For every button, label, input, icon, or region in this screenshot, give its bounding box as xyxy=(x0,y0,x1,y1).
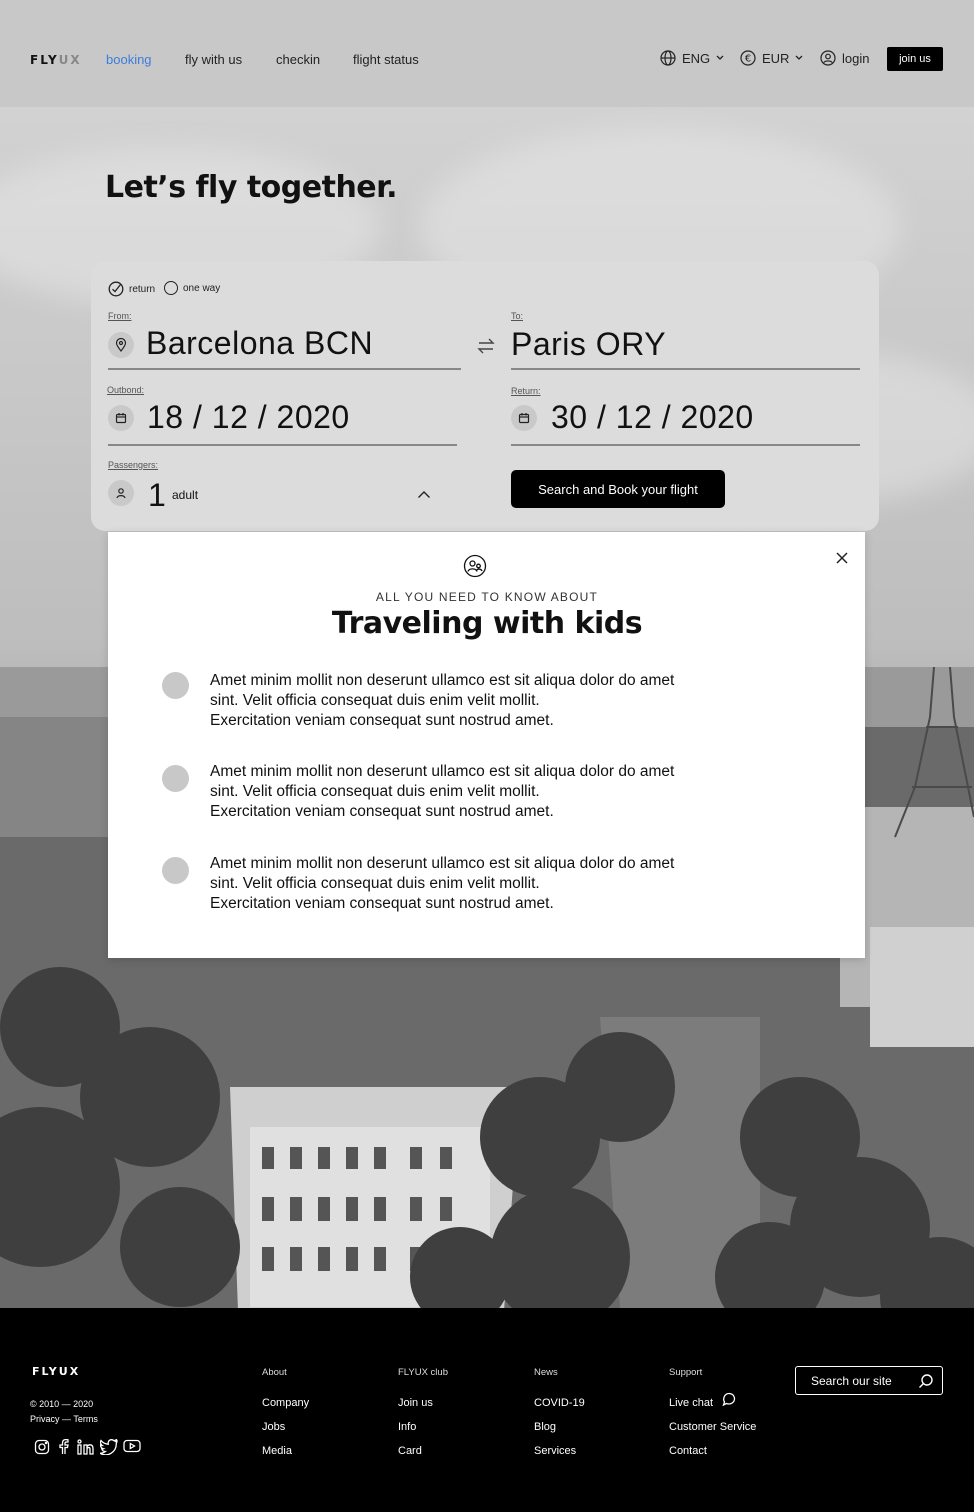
site-footer xyxy=(0,1308,974,1512)
radio-empty-icon xyxy=(164,281,178,295)
trip-type-one-way-label: one way xyxy=(183,282,221,294)
legal-links[interactable]: Privacy — Terms xyxy=(30,1414,98,1424)
footer-link-covid[interactable]: COVID-19 xyxy=(534,1397,585,1409)
globe-icon xyxy=(660,50,676,66)
check-circle-icon xyxy=(108,281,124,297)
footer-search-placeholder: Search our site xyxy=(811,1373,892,1388)
bullet-icon xyxy=(162,857,189,884)
page-headline: Let’s fly together. xyxy=(105,170,398,205)
footer-heading-news: News xyxy=(534,1367,558,1378)
close-icon[interactable] xyxy=(835,551,849,570)
outbound-date-input[interactable]: 18 / 12 / 2020 xyxy=(147,399,350,435)
footer-link-contact[interactable]: Contact xyxy=(669,1445,707,1457)
booking-card xyxy=(91,261,879,531)
footer-link-join-us[interactable]: Join us xyxy=(398,1397,433,1409)
join-us-button[interactable]: join us xyxy=(887,47,943,71)
footer-link-live-chat[interactable]: Live chat xyxy=(669,1397,714,1409)
user-circle-icon xyxy=(820,50,836,66)
site-header xyxy=(0,0,974,107)
language-value: ENG xyxy=(682,50,711,66)
instagram-icon[interactable] xyxy=(34,1439,50,1460)
family-icon xyxy=(463,554,487,583)
from-input[interactable]: Barcelona BCN xyxy=(146,325,374,361)
return-date-input[interactable]: 30 / 12 / 2020 xyxy=(551,399,754,435)
nav-flight-status[interactable]: flight status xyxy=(353,52,419,67)
footer-link-blog[interactable]: Blog xyxy=(534,1421,557,1433)
nav-checkin[interactable]: checkin xyxy=(276,52,321,67)
calendar-icon xyxy=(108,405,134,431)
passengers-label: Passengers: xyxy=(108,460,159,470)
to-underline xyxy=(511,368,860,370)
chat-bubble-icon[interactable] xyxy=(721,1392,736,1412)
search-flight-button[interactable]: Search and Book your flight xyxy=(511,470,725,508)
copyright: © 2010 — 2020 xyxy=(30,1399,94,1409)
footer-logo[interactable]: FLYUX xyxy=(32,1365,81,1378)
location-pin-icon xyxy=(108,332,134,358)
passenger-count[interactable]: 1 xyxy=(148,477,166,513)
footer-link-company[interactable]: Company xyxy=(262,1397,310,1409)
chevron-down-icon xyxy=(716,55,724,61)
trip-type-return[interactable] xyxy=(108,281,155,297)
currency-selector[interactable] xyxy=(740,50,803,66)
modal-eyebrow: ALL YOU NEED TO KNOW ABOUT xyxy=(375,590,599,604)
passenger-unit: adult xyxy=(172,488,199,502)
return-underline xyxy=(511,444,860,446)
modal-title: Traveling with kids xyxy=(331,606,643,641)
linkedin-icon[interactable] xyxy=(77,1439,94,1460)
footer-link-media[interactable]: Media xyxy=(262,1445,292,1457)
bullet-icon xyxy=(162,672,189,699)
login-label: login xyxy=(842,50,870,66)
bullet-icon xyxy=(162,765,189,792)
footer-heading-about: About xyxy=(262,1367,287,1378)
outbound-underline xyxy=(108,444,457,446)
logo[interactable]: FLYUX xyxy=(30,53,82,67)
search-icon[interactable] xyxy=(918,1373,934,1389)
calendar-icon xyxy=(511,405,537,431)
trip-type-return-label: return xyxy=(129,283,156,295)
to-input[interactable]: Paris ORY xyxy=(511,326,667,362)
footer-link-customer-service[interactable]: Customer Service xyxy=(669,1421,757,1433)
list-item: Amet minim mollit non deserunt ullamco est sit aliqua dolor do amet sint. Velit officia consequat duis enim velit mollit. Exercitation veniam consequat sunt nostrud amet. xyxy=(210,855,675,912)
footer-link-services[interactable]: Services xyxy=(534,1445,577,1457)
list-item: Amet minim mollit non deserunt ullamco est sit aliqua dolor do amet sint. Velit officia consequat duis enim velit mollit. Exercitation veniam consequat sunt nostrud amet. xyxy=(210,672,675,729)
from-underline xyxy=(108,368,461,370)
footer-search-input[interactable] xyxy=(795,1366,943,1395)
swap-icon[interactable] xyxy=(476,335,496,362)
footer-link-jobs[interactable]: Jobs xyxy=(262,1421,286,1433)
facebook-icon[interactable] xyxy=(56,1439,70,1460)
language-selector[interactable] xyxy=(660,50,724,66)
return-label: Return: xyxy=(511,386,541,396)
footer-heading-club: FLYUX club xyxy=(398,1367,448,1378)
from-label: From: xyxy=(108,311,132,321)
chevron-down-icon xyxy=(795,55,803,61)
trip-type-one-way[interactable] xyxy=(164,281,220,295)
youtube-icon[interactable] xyxy=(123,1439,141,1458)
nav-booking[interactable]: booking xyxy=(106,52,152,67)
footer-heading-support: Support xyxy=(669,1367,703,1378)
footer-link-card[interactable]: Card xyxy=(398,1445,422,1457)
euro-icon xyxy=(740,50,756,66)
list-item: Amet minim mollit non deserunt ullamco est sit aliqua dolor do amet sint. Velit officia consequat duis enim velit mollit. Exercitation veniam consequat sunt nostrud amet. xyxy=(210,763,675,820)
twitter-icon[interactable] xyxy=(100,1439,118,1460)
nav-fly-with-us[interactable]: fly with us xyxy=(185,52,243,67)
footer-link-info[interactable]: Info xyxy=(398,1421,417,1433)
person-icon xyxy=(108,480,134,506)
to-label: To: xyxy=(511,311,524,321)
outbound-label: Outbond: xyxy=(107,385,145,395)
svg-text:€: € xyxy=(744,53,752,65)
currency-value: EUR xyxy=(762,50,790,66)
login-link[interactable] xyxy=(820,50,869,66)
chevron-up-icon[interactable] xyxy=(417,486,431,504)
